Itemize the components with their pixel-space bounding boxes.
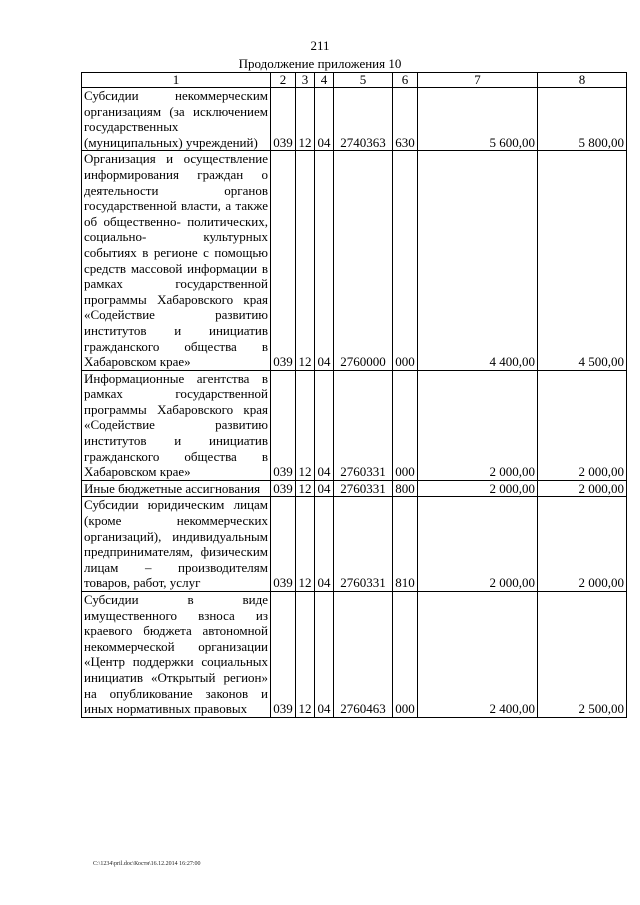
row-name-line: некоммерческой организации xyxy=(84,638,268,654)
ministry-code: 039 xyxy=(271,592,296,718)
column-header: 1 xyxy=(82,73,271,88)
subsection-code: 04 xyxy=(315,497,334,592)
row-name-line: политических, социально- xyxy=(84,213,268,245)
budget-table xyxy=(81,72,627,718)
target-article-code: 2760463 xyxy=(334,592,393,718)
row-name-line: рамках государственной xyxy=(84,276,268,292)
ministry-code: 039 xyxy=(271,370,296,480)
row-name-line: «Открытый регион» на xyxy=(84,669,269,701)
row-name-line: предпринимателям, xyxy=(84,544,193,560)
row-name-line: «Центр поддержки xyxy=(84,654,194,670)
row-name-line: иных нормативных правовых xyxy=(84,701,248,717)
row-name-line: также об общественно- xyxy=(84,198,268,229)
file-path-footer: C:\1234\pril.doc\Костя\16.12.2014 16:27:00 xyxy=(93,861,201,867)
table-body xyxy=(82,88,627,718)
row-name-line: деятельности органов xyxy=(84,182,268,198)
expense-type-code: 000 xyxy=(393,151,418,370)
table-row xyxy=(82,497,627,592)
amount-2016: 2 000,00 xyxy=(538,370,627,480)
row-name-line: программы Хабаровского края xyxy=(84,291,268,307)
row-name xyxy=(82,592,271,718)
row-name-line: Информационные агентства в xyxy=(84,370,268,386)
column-header: 2 xyxy=(271,73,296,88)
ministry-code: 039 xyxy=(271,88,296,151)
row-name-line: организаций), xyxy=(84,528,162,544)
amount-2016: 4 500,00 xyxy=(538,151,627,370)
row-name-line: работ, услуг xyxy=(133,575,201,591)
subsection-code: 04 xyxy=(315,480,334,497)
section-code: 12 xyxy=(296,151,315,370)
row-name-line: Иные бюджетные xyxy=(84,480,183,496)
row-name-line: (муниципальных) xyxy=(84,134,183,150)
row-name-line: производителям товаров, xyxy=(84,559,268,591)
column-header: 4 xyxy=(315,73,334,88)
row-name-line: массовой информации в xyxy=(130,260,269,276)
row-name-line: имущественного взноса из xyxy=(84,607,268,623)
row-name-line: опубликование законов и xyxy=(109,685,269,701)
row-name-line: культурных событиях в xyxy=(84,229,268,260)
section-code: 12 xyxy=(296,480,315,497)
row-name-line: Субсидии некоммерческим xyxy=(84,88,268,103)
row-name-line: гражданского общества в xyxy=(84,448,268,464)
table-row xyxy=(82,480,627,497)
column-header: 5 xyxy=(334,73,393,88)
target-article-code: 2760331 xyxy=(334,480,393,497)
row-name-line: Хабаровском крае» xyxy=(84,464,191,480)
row-name-line: государственной власти, а xyxy=(84,198,232,214)
amount-2016: 2 000,00 xyxy=(538,497,627,592)
amount-2016: 5 800,00 xyxy=(538,88,627,151)
column-header: 8 xyxy=(538,73,627,88)
amount-2016: 2 000,00 xyxy=(538,480,627,497)
ministry-code: 039 xyxy=(271,480,296,497)
target-article-code: 2740363 xyxy=(334,88,393,151)
column-header: 7 xyxy=(418,73,538,88)
row-name xyxy=(82,370,271,480)
section-code: 12 xyxy=(296,370,315,480)
amount-2015: 2 000,00 xyxy=(418,480,538,497)
row-name xyxy=(82,88,271,151)
section-code: 12 xyxy=(296,592,315,718)
row-name-line: учреждений) xyxy=(185,134,258,150)
row-name-line: исключением xyxy=(193,103,268,119)
row-name xyxy=(82,151,271,370)
appendix-continuation-title: Продолжение приложения 10 xyxy=(238,56,402,71)
ministry-code: 039 xyxy=(271,497,296,592)
row-name-line: рамках государственной xyxy=(84,386,268,402)
expense-type-code: 630 xyxy=(393,88,418,151)
section-code: 12 xyxy=(296,497,315,592)
amount-2016: 2 500,00 xyxy=(538,592,627,718)
row-name-line: Субсидии в виде xyxy=(84,592,268,607)
row-name xyxy=(82,480,271,497)
target-article-code: 2760331 xyxy=(334,370,393,480)
target-article-code: 2760000 xyxy=(334,151,393,370)
table-row xyxy=(82,88,627,151)
row-name-line: регионе с помощью средств xyxy=(84,244,269,276)
row-name-line: Организация и осуществление xyxy=(84,151,268,167)
row-name-line: организациям (за xyxy=(84,103,185,119)
table-row xyxy=(82,592,627,718)
table-row xyxy=(82,151,627,370)
row-name-line: социальных инициатив xyxy=(84,654,269,685)
row-name-line: краевого бюджета автономной xyxy=(84,623,268,639)
row-name-line: информирования граждан о xyxy=(84,166,268,182)
expense-type-code: 000 xyxy=(393,370,418,480)
subsection-code: 04 xyxy=(315,88,334,151)
expense-type-code: 810 xyxy=(393,497,418,592)
amount-2015: 2 000,00 xyxy=(418,370,538,480)
row-name-line: Субсидии юридическим xyxy=(84,497,225,513)
column-header: 3 xyxy=(296,73,315,88)
ministry-code: 039 xyxy=(271,151,296,370)
page-number: 211 xyxy=(310,38,330,53)
row-name-line: ассигнования xyxy=(185,480,261,496)
column-header: 6 xyxy=(393,73,418,88)
row-name-line: лицам (кроме некоммерческих xyxy=(84,497,268,529)
row-name-line: физическим лицам – xyxy=(84,544,268,575)
row-name-line: институтов и инициатив xyxy=(84,322,268,338)
subsection-code: 04 xyxy=(315,151,334,370)
expense-type-code: 000 xyxy=(393,592,418,718)
column-number-row xyxy=(82,73,627,88)
amount-2015: 2 400,00 xyxy=(418,592,538,718)
row-name xyxy=(82,497,271,592)
row-name-line: институтов и инициатив xyxy=(84,433,268,449)
row-name-line: «Содействие развитию xyxy=(84,307,268,323)
amount-2015: 5 600,00 xyxy=(418,88,538,151)
amount-2015: 4 400,00 xyxy=(418,151,538,370)
row-name-line: индивидуальным xyxy=(172,528,268,544)
row-name-line: государственных xyxy=(84,119,179,135)
section-code: 12 xyxy=(296,88,315,151)
row-name-line: программы Хабаровского края xyxy=(84,401,268,417)
expense-type-code: 800 xyxy=(393,480,418,497)
row-name-line: гражданского общества в xyxy=(84,338,268,354)
row-name-line: Хабаровском крае» xyxy=(84,354,191,370)
row-name-line: «Содействие развитию xyxy=(84,417,268,433)
target-article-code: 2760331 xyxy=(334,497,393,592)
subsection-code: 04 xyxy=(315,592,334,718)
table-row xyxy=(82,370,627,480)
subsection-code: 04 xyxy=(315,370,334,480)
amount-2015: 2 000,00 xyxy=(418,497,538,592)
